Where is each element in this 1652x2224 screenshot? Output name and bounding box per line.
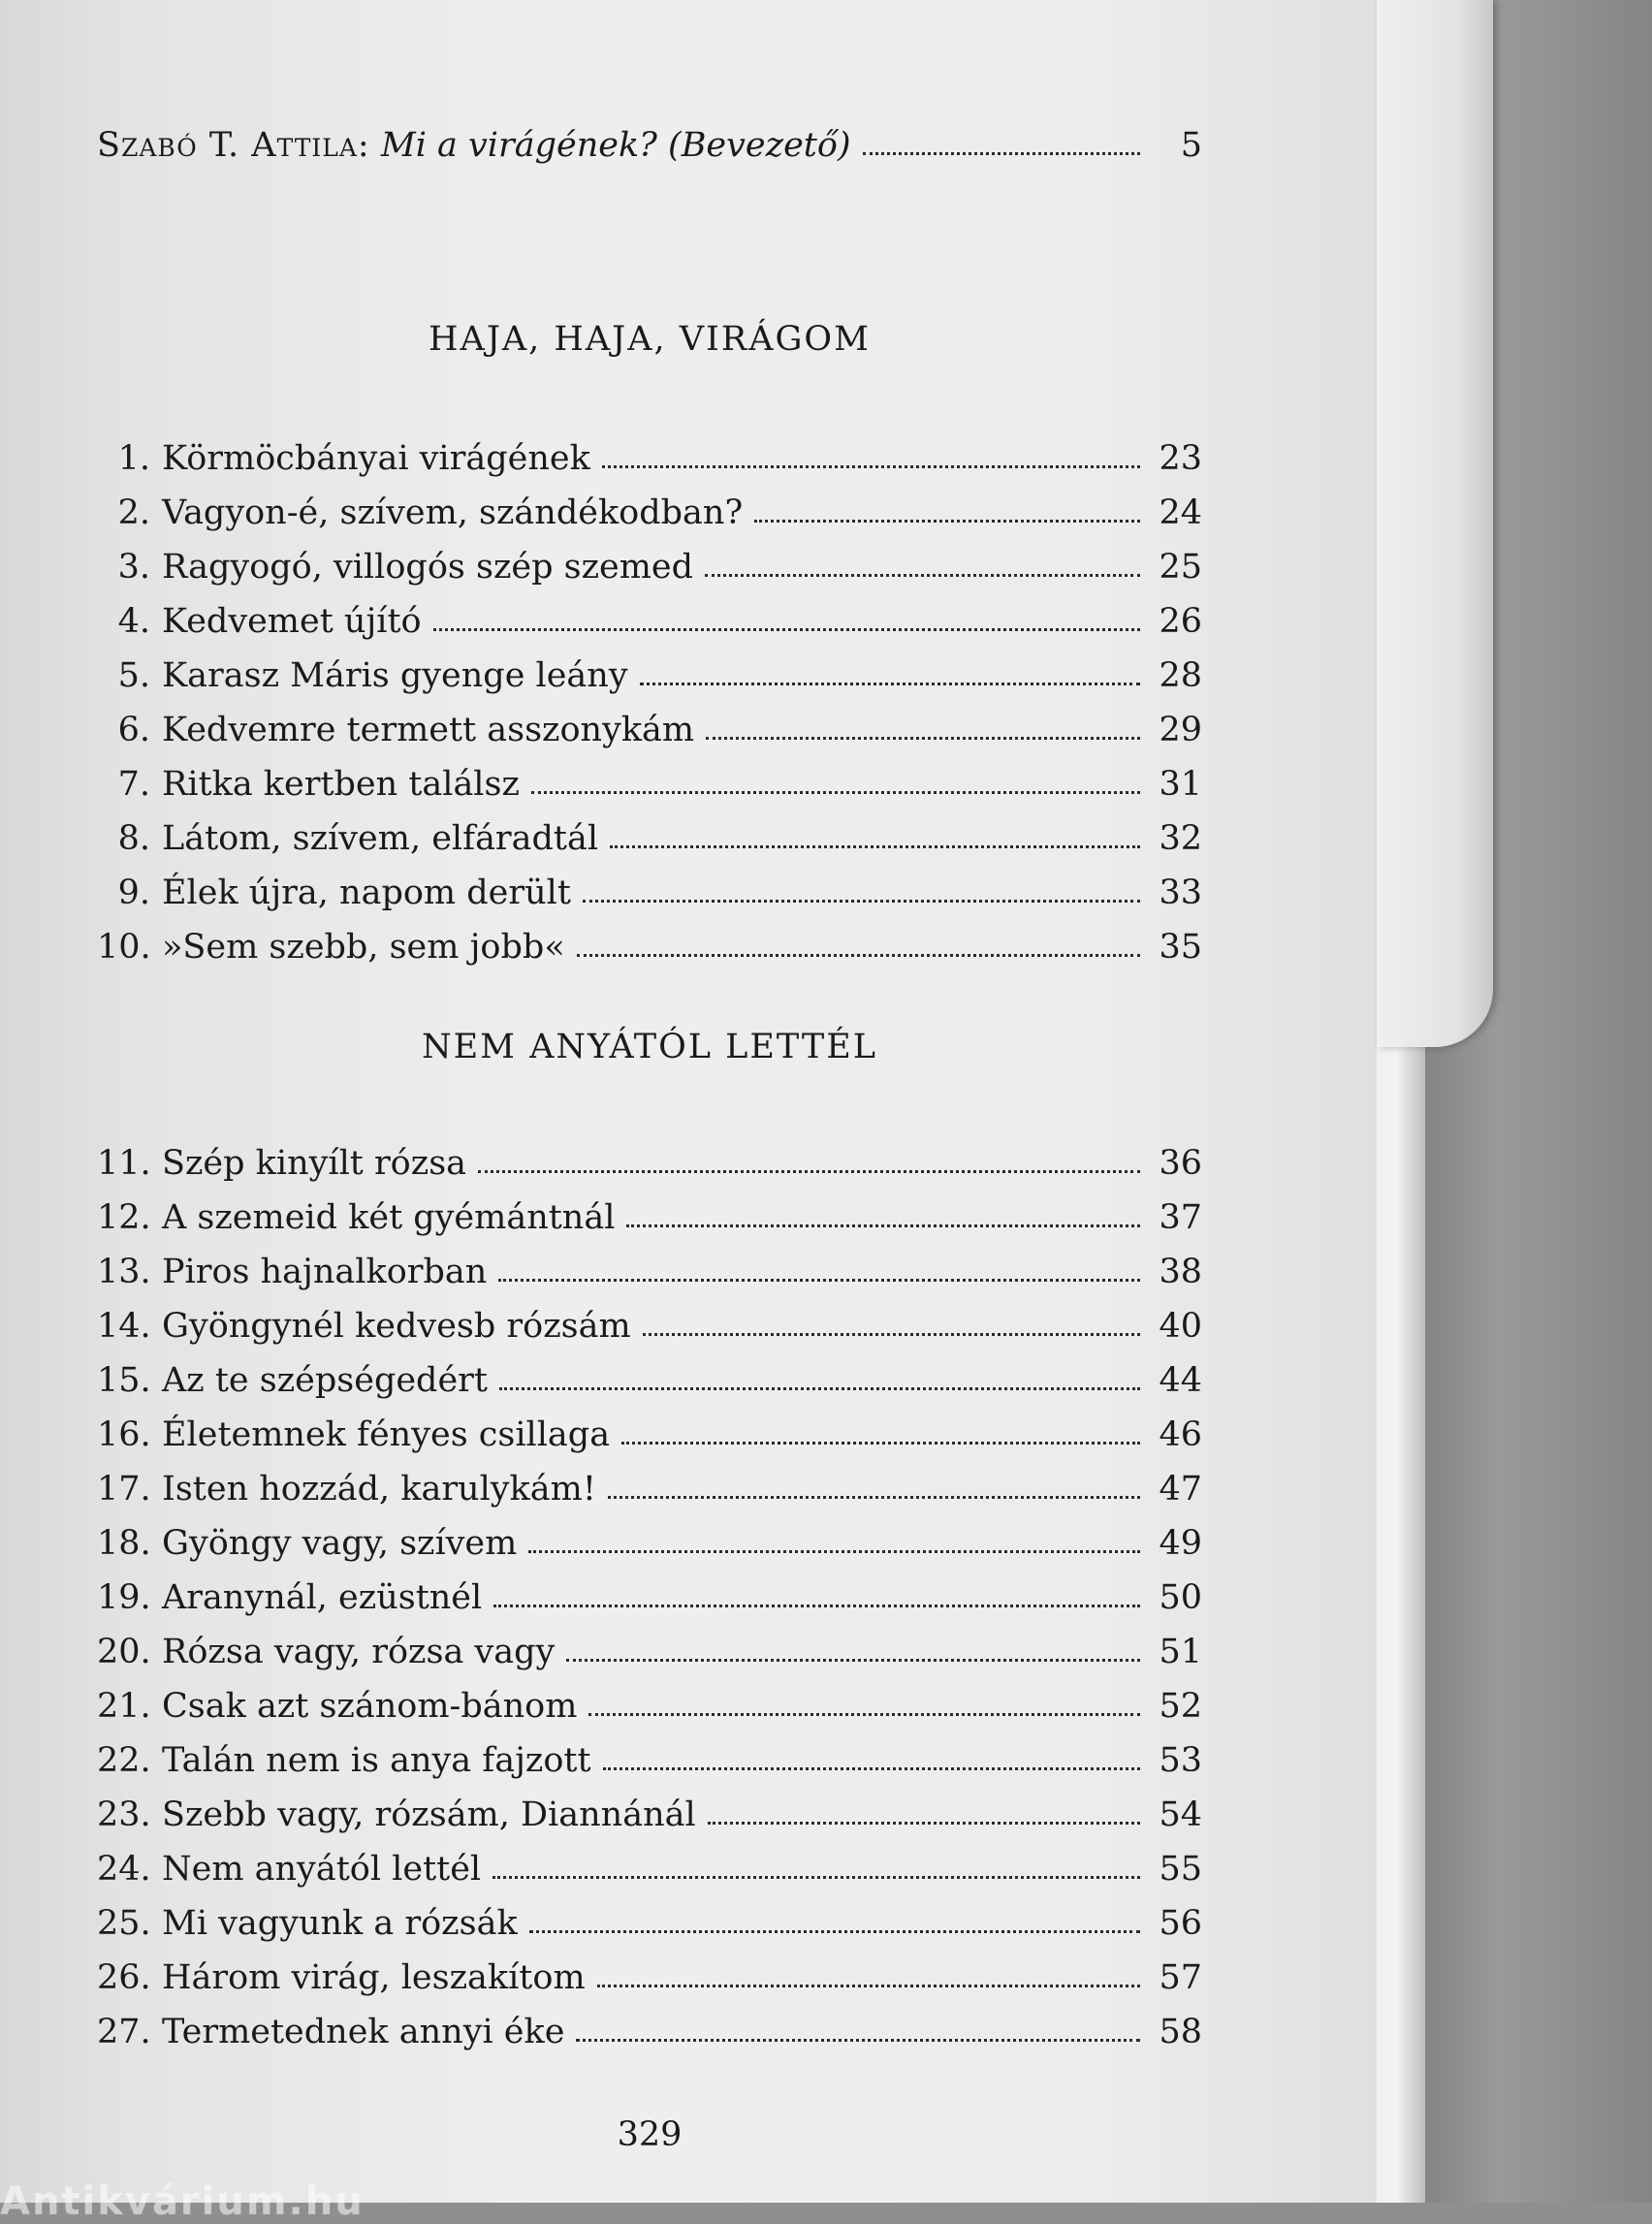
dot-leader xyxy=(602,465,1140,468)
entry-number: 7. xyxy=(117,765,150,804)
toc-entry xyxy=(97,1351,1202,1400)
dot-leader xyxy=(498,1279,1140,1282)
entry-page: 46 xyxy=(1159,1415,1202,1454)
dot-leader xyxy=(608,1496,1140,1499)
entry-number: 14. xyxy=(97,1307,151,1346)
section-heading: NEM ANYÁTÓL LETTÉL xyxy=(421,1028,878,1066)
dot-leader xyxy=(610,845,1140,848)
dot-leader xyxy=(708,1822,1140,1825)
toc-entry xyxy=(97,1786,1202,1834)
toc-entry xyxy=(97,1297,1202,1346)
intro-title: Mi a virágének? (Bevezető) xyxy=(380,126,851,165)
entry-number: 16. xyxy=(97,1415,151,1454)
entry-title: Szép kinyílt rózsa xyxy=(162,1144,467,1183)
dot-leader xyxy=(863,152,1140,155)
dot-leader xyxy=(640,683,1140,685)
entry-title: Három virág, leszakítom xyxy=(162,1958,586,1997)
dot-leader xyxy=(478,1170,1140,1173)
entry-title: Az te szépségedért xyxy=(162,1361,488,1400)
dot-leader xyxy=(576,2039,1140,2042)
entry-page: 49 xyxy=(1159,1524,1202,1563)
entry-number: 25. xyxy=(97,1904,151,1943)
toc-entry xyxy=(97,592,1202,641)
toc-entry xyxy=(97,1840,1202,1889)
toc-entry xyxy=(97,2003,1202,2051)
entry-title: Kedvemre termett asszonykám xyxy=(162,711,695,749)
entry-page: 37 xyxy=(1159,1198,1202,1237)
entry-title: Piros hajnalkorban xyxy=(162,1253,488,1291)
entry-title: Rózsa vagy, rózsa vagy xyxy=(162,1633,556,1671)
entry-page: 58 xyxy=(1159,2013,1202,2051)
dot-leader xyxy=(706,737,1140,740)
entry-page: 31 xyxy=(1159,765,1202,804)
dot-leader xyxy=(433,628,1140,631)
entry-number: 6. xyxy=(117,711,150,749)
entry-number: 11. xyxy=(97,1144,151,1183)
toc-entry xyxy=(97,1514,1202,1563)
toc-entry xyxy=(97,1460,1202,1509)
entry-page: 24 xyxy=(1159,493,1202,532)
dot-leader xyxy=(643,1333,1140,1336)
entry-number: 20. xyxy=(97,1633,151,1671)
entry-number: 4. xyxy=(117,602,150,641)
dot-leader xyxy=(492,1876,1140,1879)
paper-flap xyxy=(1377,0,1493,1047)
toc-entry xyxy=(97,755,1202,804)
entry-number: 22. xyxy=(97,1741,151,1780)
entry-title: Ritka kertben találsz xyxy=(162,765,520,804)
toc-entry xyxy=(97,864,1202,912)
entry-page: 36 xyxy=(1159,1144,1202,1183)
entry-page: 40 xyxy=(1159,1307,1202,1346)
entry-title: Vagyon-é, szívem, szándékodban? xyxy=(162,493,744,532)
dot-leader xyxy=(621,1442,1140,1445)
entry-page: 35 xyxy=(1159,928,1202,967)
entry-page: 51 xyxy=(1159,1633,1202,1671)
toc-entry xyxy=(97,1569,1202,1617)
toc-entry xyxy=(97,1189,1202,1237)
entry-page: 28 xyxy=(1159,656,1202,695)
toc-intro-entry xyxy=(97,116,1202,165)
entry-number: 1. xyxy=(117,439,150,478)
dot-leader xyxy=(528,1550,1140,1553)
entry-page: 57 xyxy=(1159,1958,1202,1997)
toc-entry xyxy=(97,1623,1202,1671)
watermark: Antikvárium.hu xyxy=(0,2179,365,2224)
entry-number: 18. xyxy=(97,1524,151,1563)
dot-leader xyxy=(588,1713,1140,1716)
section-heading: HAJA, HAJA, VIRÁGOM xyxy=(429,320,871,359)
entry-title: Körmöcbányai virágének xyxy=(162,439,590,478)
entry-page: 54 xyxy=(1159,1795,1202,1834)
toc-entry xyxy=(97,1949,1202,1997)
entry-number: 26. xyxy=(97,1958,151,1997)
entry-number: 9. xyxy=(117,874,150,912)
toc-entry xyxy=(97,1243,1202,1291)
toc-entry xyxy=(97,1732,1202,1780)
entry-title: Ragyogó, villogós szép szemed xyxy=(162,548,694,587)
toc-entry xyxy=(97,1894,1202,1943)
dot-leader xyxy=(597,1985,1140,1987)
entry-page: 26 xyxy=(1159,602,1202,641)
entry-title: Gyöngynél kedvesb rózsám xyxy=(162,1307,631,1346)
entry-page: 23 xyxy=(1159,439,1202,478)
entry-number: 15. xyxy=(97,1361,151,1400)
entry-title: Termetednek annyi éke xyxy=(162,2013,565,2051)
entry-title: A szemeid két gyémántnál xyxy=(162,1198,616,1237)
entry-number: 12. xyxy=(97,1198,151,1237)
toc-entry xyxy=(97,1134,1202,1183)
toc-entry xyxy=(97,538,1202,587)
entry-page: 53 xyxy=(1159,1741,1202,1780)
entry-title: Csak azt szánom-bánom xyxy=(162,1687,578,1726)
entry-page: 25 xyxy=(1159,548,1202,587)
dot-leader xyxy=(531,791,1140,794)
entry-title: Talán nem is anya fajzott xyxy=(162,1741,591,1780)
entry-page: 38 xyxy=(1159,1253,1202,1291)
entry-title: Nem anyától lettél xyxy=(162,1850,482,1889)
entry-number: 19. xyxy=(97,1578,151,1617)
entry-page: 55 xyxy=(1159,1850,1202,1889)
dot-leader xyxy=(529,1930,1140,1933)
dot-leader xyxy=(577,954,1140,957)
entry-number: 17. xyxy=(97,1470,151,1509)
entry-title: Gyöngy vagy, szívem xyxy=(162,1524,518,1563)
toc-entry xyxy=(97,918,1202,967)
entry-title: »Sem szebb, sem jobb« xyxy=(162,928,565,967)
entry-page: 32 xyxy=(1159,819,1202,858)
dot-leader xyxy=(705,574,1140,577)
entry-title: Életemnek fényes csillaga xyxy=(162,1415,611,1454)
entry-title: Szebb vagy, rózsám, Diannánál xyxy=(162,1795,696,1834)
entry-number: 13. xyxy=(97,1253,151,1291)
entry-title: Kedvemet újító xyxy=(162,602,422,641)
intro-author: Szabó T. Attila: xyxy=(97,126,370,165)
page-number: 329 xyxy=(617,2115,683,2154)
entry-page: 50 xyxy=(1159,1578,1202,1617)
dot-leader xyxy=(603,1767,1140,1770)
entry-number: 10. xyxy=(97,928,151,967)
toc-entry xyxy=(97,484,1202,532)
toc-entry xyxy=(97,701,1202,749)
entry-page: 29 xyxy=(1159,711,1202,749)
entry-title: Karasz Máris gyenge leány xyxy=(162,656,628,695)
entry-number: 21. xyxy=(97,1687,151,1726)
intro-page: 5 xyxy=(1180,126,1202,165)
toc-entry xyxy=(97,1406,1202,1454)
entry-title: Aranynál, ezüstnél xyxy=(162,1578,483,1617)
entry-number: 2. xyxy=(117,493,150,532)
entry-page: 56 xyxy=(1159,1904,1202,1943)
entry-title: Isten hozzád, karulykám! xyxy=(162,1470,596,1509)
entry-number: 23. xyxy=(97,1795,151,1834)
entry-page: 52 xyxy=(1159,1687,1202,1726)
entry-number: 24. xyxy=(97,1850,151,1889)
toc-entry xyxy=(97,647,1202,695)
intro-title-line xyxy=(97,126,851,165)
entry-title: Látom, szívem, elfáradtál xyxy=(162,819,599,858)
toc-entry xyxy=(97,429,1202,478)
entry-number: 8. xyxy=(117,819,150,858)
toc-entry xyxy=(97,810,1202,858)
entry-page: 47 xyxy=(1159,1470,1202,1509)
entry-number: 5. xyxy=(117,656,150,695)
entry-title: Mi vagyunk a rózsák xyxy=(162,1904,518,1943)
dot-leader xyxy=(626,1224,1140,1227)
dot-leader xyxy=(566,1659,1140,1662)
entry-number: 27. xyxy=(97,2013,151,2051)
dot-leader xyxy=(583,900,1140,903)
entry-page: 44 xyxy=(1159,1361,1202,1400)
entry-title: Élek újra, napom derült xyxy=(162,874,571,912)
dot-leader xyxy=(754,520,1140,523)
entry-number: 3. xyxy=(117,548,150,587)
toc-entry xyxy=(97,1677,1202,1726)
dot-leader xyxy=(499,1387,1140,1390)
dot-leader xyxy=(493,1604,1140,1607)
entry-page: 33 xyxy=(1159,874,1202,912)
